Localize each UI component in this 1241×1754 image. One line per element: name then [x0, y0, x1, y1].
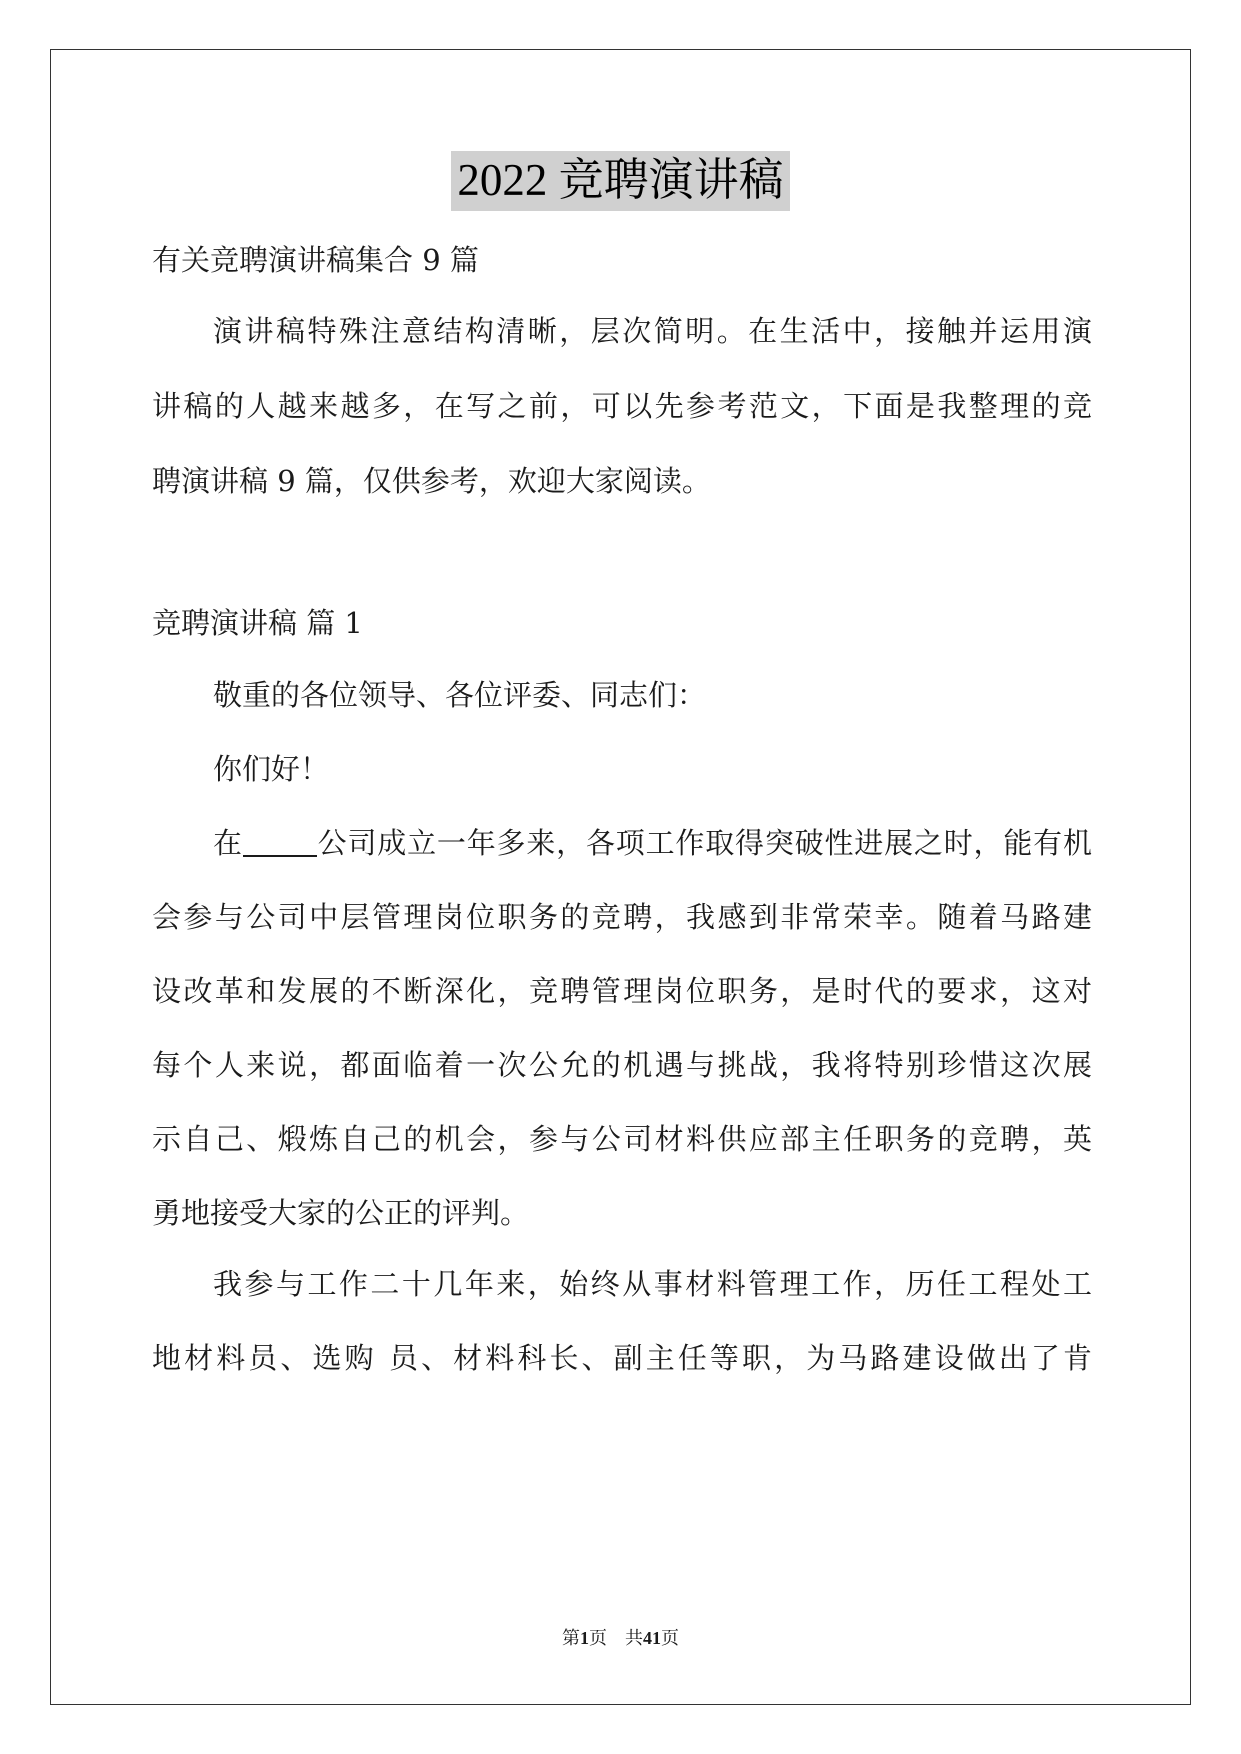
- page-unit: 页: [589, 1628, 607, 1648]
- paragraph-1-line-4: 每个人来说，都面临着一次公允的机遇与挑战，我将特别珍惜这次展: [152, 1048, 1092, 1082]
- paragraph-1-line-2: 会参与公司中层管理岗位职务的竞聘，我感到非常荣幸。随着马路建: [152, 900, 1092, 934]
- total-unit: 页: [661, 1628, 679, 1648]
- paragraph-1-line-5: 示自己、煅炼自己的机会，参与公司材料供应部主任职务的竞聘，英: [152, 1122, 1092, 1156]
- document-subtitle: 有关竞聘演讲稿集合 9 篇: [152, 243, 479, 277]
- intro-line-1: 演讲稿特殊注意结构清晰，层次简明。在生活中，接触并运用演: [213, 314, 1092, 348]
- total-prefix: 共: [625, 1628, 643, 1648]
- page-number: 1: [580, 1628, 589, 1648]
- greeting: 你们好！: [213, 752, 330, 786]
- page-border: [50, 49, 1191, 1705]
- paragraph-2-line-1: 我参与工作二十几年来，始终从事材料管理工作，历任工程处工: [213, 1267, 1092, 1301]
- salutation: 敬重的各位领导、各位评委、同志们：: [213, 678, 707, 712]
- total-pages: 41: [643, 1628, 661, 1648]
- paragraph-1-prefix: 在: [213, 826, 243, 860]
- intro-line-3: 聘演讲稿 9 篇，仅供参考，欢迎大家阅读。: [152, 464, 711, 498]
- page-footer: [0, 1626, 1241, 1650]
- paragraph-2-line-2: 地材料员、选购 员、材料科长、副主任等职，为马路建设做出了肯: [152, 1341, 1092, 1375]
- page-prefix: 第: [562, 1628, 580, 1648]
- title-container: [0, 151, 1241, 211]
- paragraph-1-line-3: 设改革和发展的不断深化，竞聘管理岗位职务，是时代的要求，这对: [152, 974, 1092, 1008]
- section-heading: 竞聘演讲稿 篇 1: [152, 606, 363, 640]
- document-title: 2022 竞聘演讲稿: [451, 151, 789, 211]
- fill-in-blank: [243, 825, 317, 857]
- paragraph-1-line-6: 勇地接受大家的公正的评判。: [152, 1196, 530, 1230]
- intro-line-2: 讲稿的人越来越多，在写之前，可以先参考范文，下面是我整理的竞: [152, 389, 1092, 423]
- paragraph-1-line-1: [213, 823, 1092, 863]
- paragraph-1-suffix: 公司成立一年多来，各项工作取得突破性进展之时，能有机: [316, 826, 1092, 860]
